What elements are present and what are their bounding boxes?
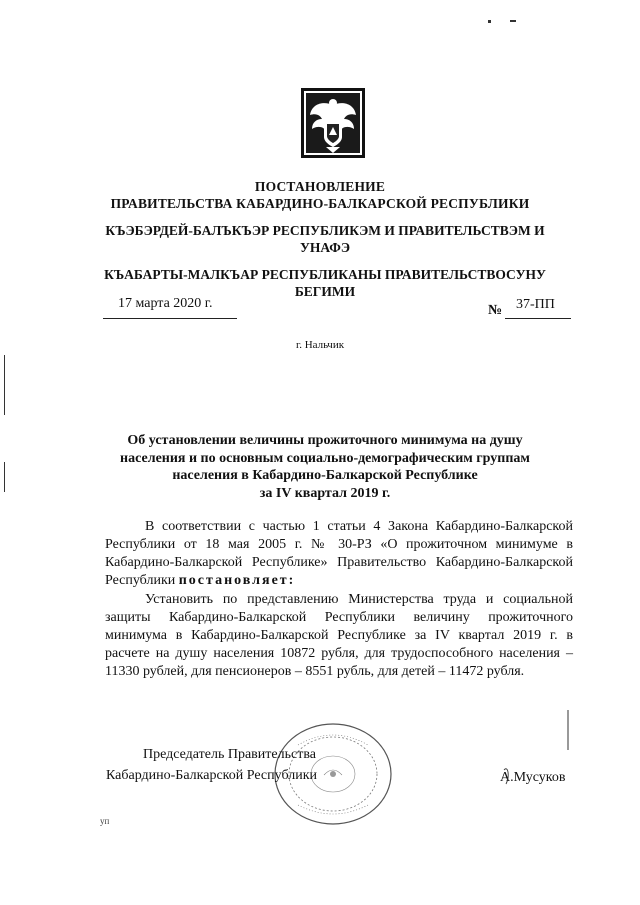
signer-position-line: Кабардино-Балкарской Республики: [106, 768, 317, 783]
handwritten-signature: [490, 710, 580, 790]
resolution-paragraph: [105, 591, 573, 681]
scan-edge-mark: [4, 355, 5, 415]
issuer-heading-kbd: КЪЭБЭРДЕЙ-БАЛЪКЪЭР РЕСПУБЛИКЭМ И ПРАВИТЕЛЬСТВЭМ И УНАФЭ: [105, 223, 545, 255]
preamble-paragraph: [105, 518, 573, 590]
resolves-keyword: постановляет:: [178, 573, 296, 588]
signer-name: А.Мусуков: [500, 770, 566, 785]
city-label: г. Нальчик: [295, 339, 345, 351]
scan-dot-mark: [488, 20, 491, 23]
scan-edge-mark: [4, 462, 5, 492]
resolution-text: Установить по представлению Министерства труда и социальной защиты Кабардино-Балкарской Республики величину прожиточного минимума в Кабардино-Балкарской Республике за IV квартал 2019 г. в расчете на душу населения 10872 рубля, для трудоспособного населения – 11330 рублей, для пенсионеров – 8551 рубль, для детей – 11472 рубля.: [105, 592, 573, 679]
title-line: населения в Кабардино-Балкарской Республике: [172, 468, 478, 483]
title-line: за IV квартал 2019 г.: [259, 485, 391, 501]
document-type-heading: ПОСТАНОВЛЕНИЕ: [254, 179, 386, 194]
number-sign: №: [488, 303, 503, 318]
issuer-heading-ru: ПРАВИТЕЛЬСТВА КАБАРДИНО-БАЛКАРСКОЙ РЕСПУБЛИКИ: [110, 196, 530, 211]
title-line: Об установлении величины прожиточного минимума на душу: [127, 433, 523, 448]
title-line: населения и по основным социально-демографическим группам: [120, 450, 530, 466]
date-underline: [103, 318, 237, 319]
scan-dot-mark: [510, 20, 516, 22]
preamble-text: В соответствии с частью 1 статьи 4 Закона Кабардино-Балкарской Республики от 18 мая 2005 г. № 30-РЗ «О прожиточном минимуме в Кабардино-Балкарской Республике» Правительство Кабардино-Балкарской Республики: [105, 519, 573, 588]
issuer-heading-krc: КЪАБАРТЫ-МАЛКЪАР РЕСПУБЛИКАНЫ ПРАВИТЕЛЬСТВОСУНУ БЕГИМИ: [104, 267, 546, 299]
number-underline: [505, 318, 571, 319]
document-date: 17 марта 2020 г.: [118, 296, 213, 311]
footer-mark: уп: [100, 816, 110, 826]
document-title: [90, 432, 560, 502]
document-number: 37-ПП: [516, 297, 555, 312]
signer-position-line: Председатель Правительства: [143, 747, 316, 762]
coat-of-arms-emblem: [298, 85, 368, 161]
